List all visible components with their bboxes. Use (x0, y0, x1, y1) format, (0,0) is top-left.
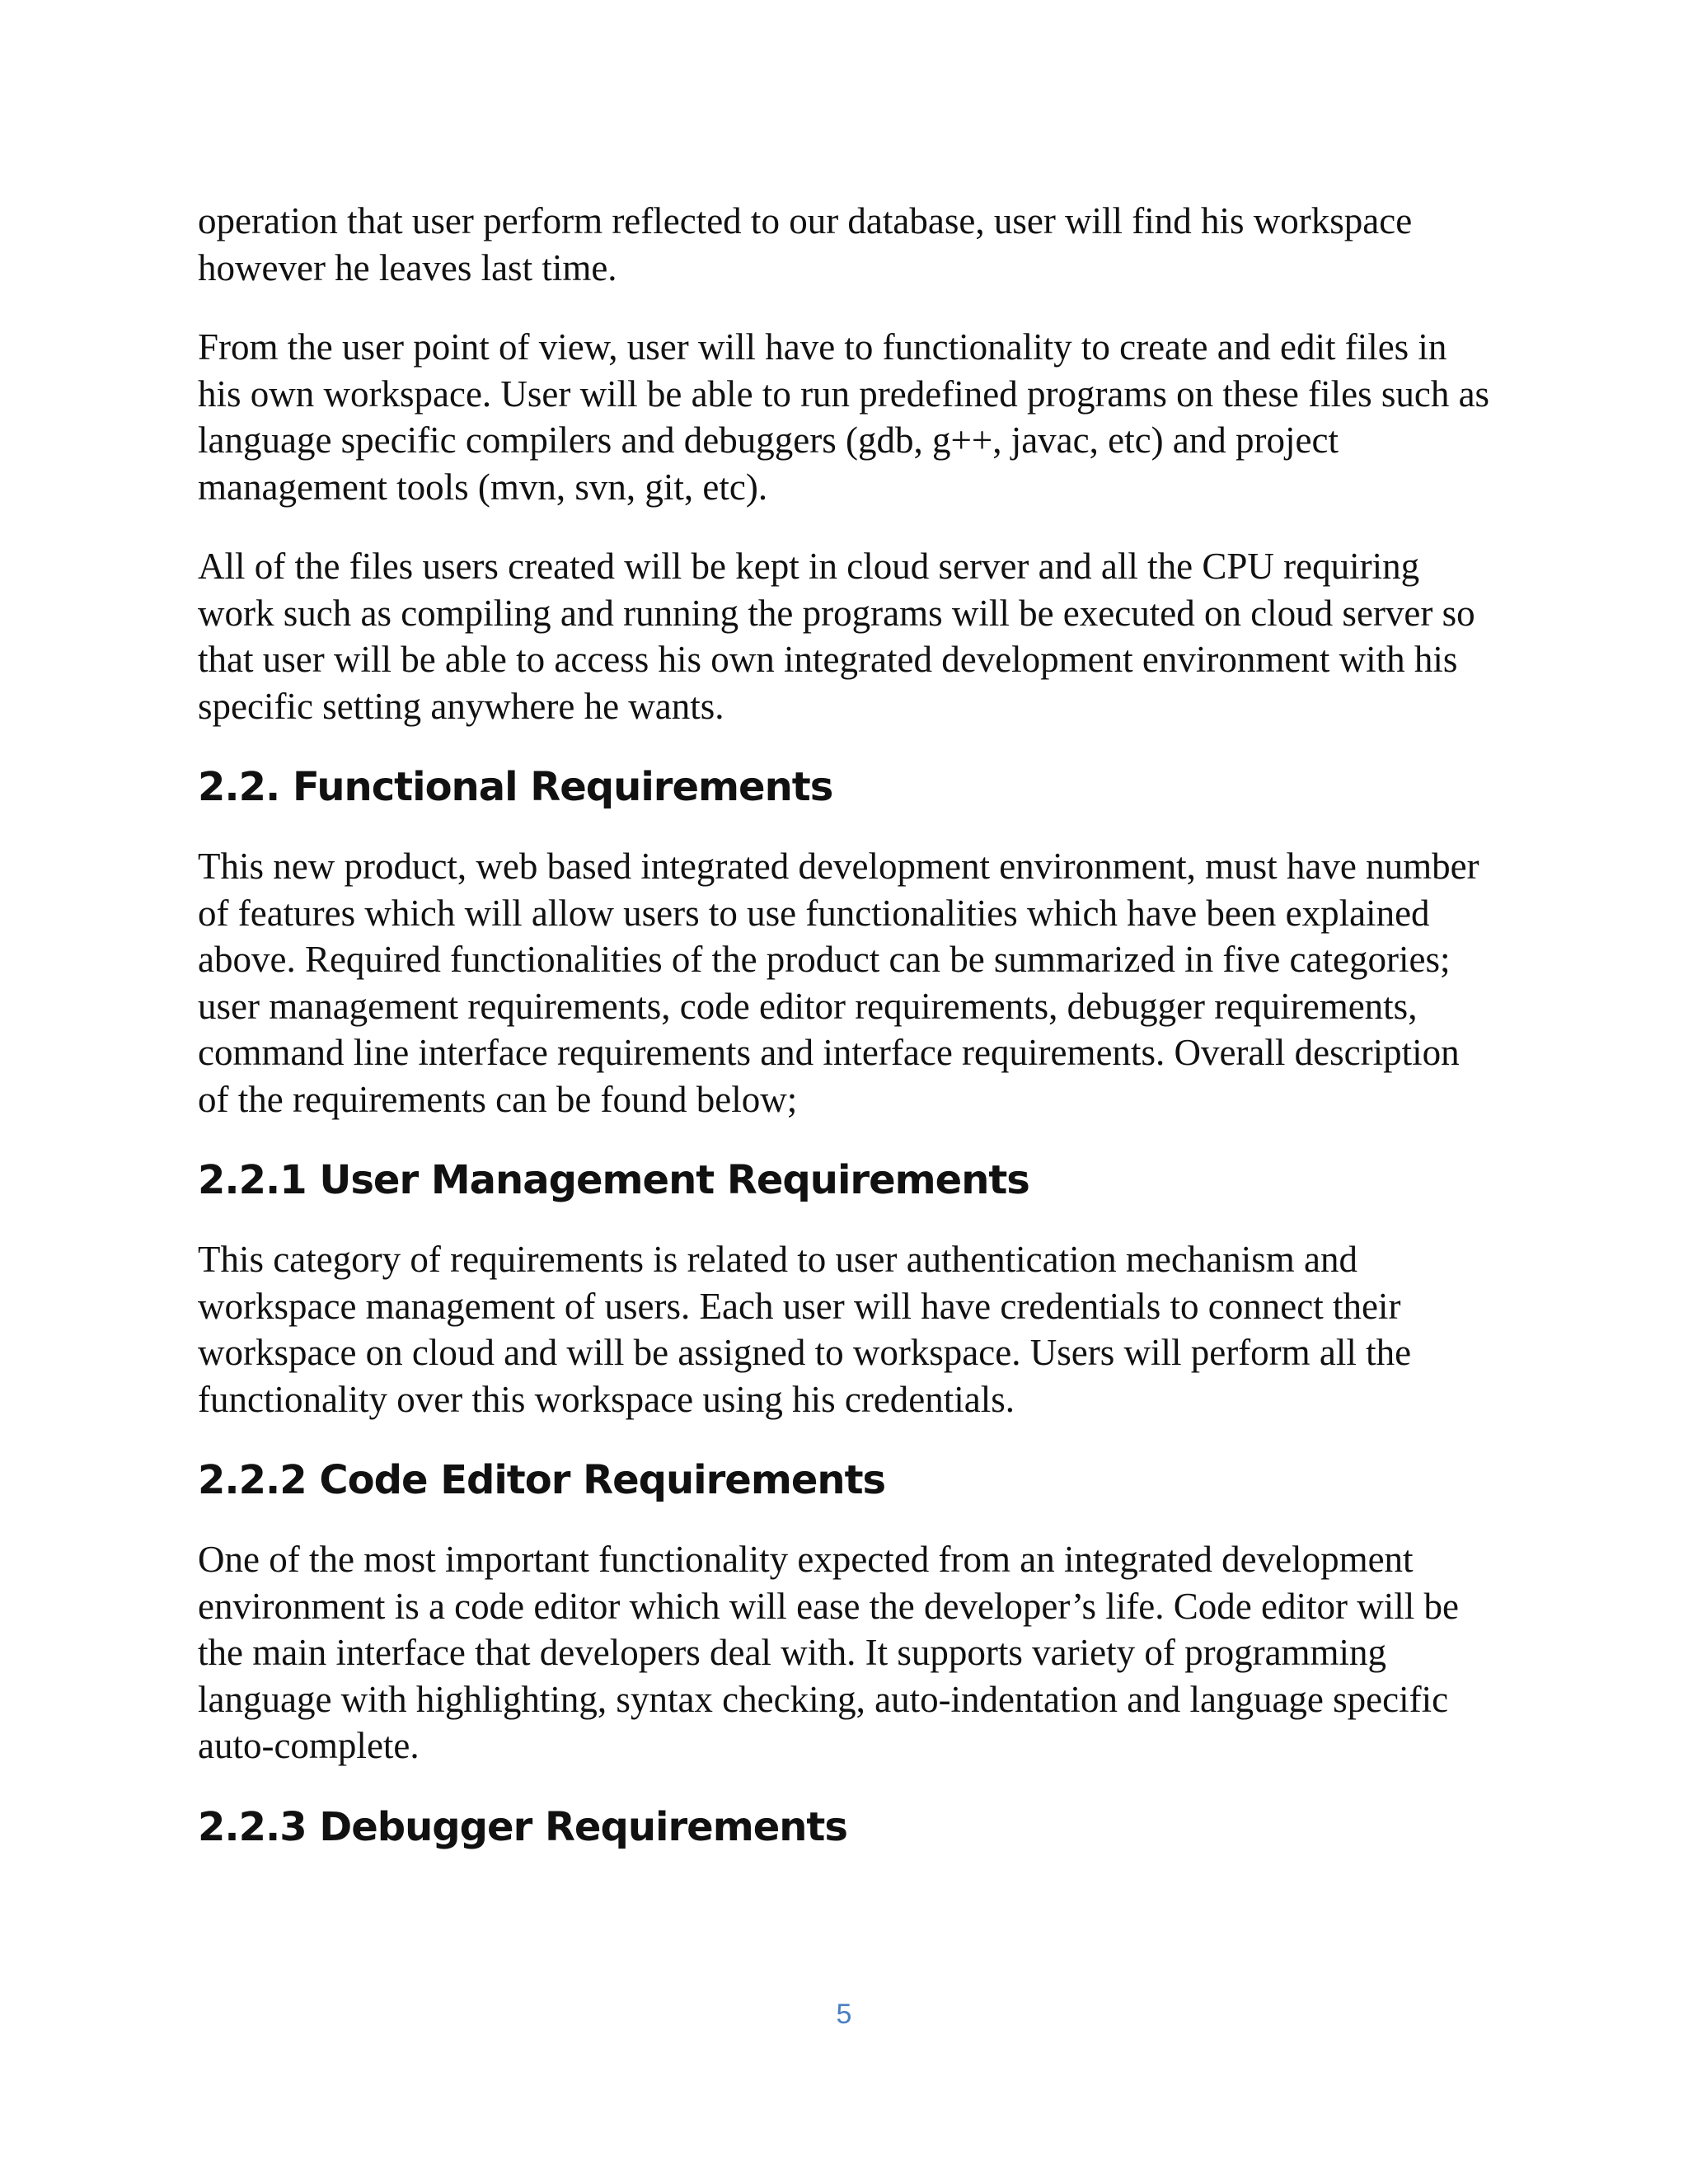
heading-debugger-requirements: 2.2.3 Debugger Requirements (198, 1803, 847, 1850)
paragraph-user-management: This category of requirements is related to user authentication mechanism and workspace management of users. Each user will have credentials to connect their workspace on cloud and will be assigned to workspace. Users will perform all the functionality over this workspace using his credentials. (198, 1239, 1412, 1420)
page-body (198, 198, 1492, 1883)
paragraph-user-point-of-view: From the user point of view, user will have to functionality to create and edit files in his own workspace. User will be able to run predefined programs on these files such as language specific compilers and debuggers (gdb, g++, javac, etc) and project management tools (mvn, svn, git, etc). (198, 326, 1490, 508)
heading-functional-requirements: 2.2. Functional Requirements (198, 764, 833, 810)
heading-user-management-requirements: 2.2.1 User Management Requirements (198, 1157, 1029, 1203)
page-number: 5 (836, 1999, 852, 2030)
paragraph-workspace-persistence: operation that user perform reflected to our database, user will find his workspace however he leaves last time. (198, 200, 1413, 288)
paragraph-functional-requirements: This new product, web based integrated development environment, must have number of features which will allow users to use functionalities which have been explained above. Required functionalities of the product can be summarized in five categories; user management requirements, code editor requirements, debugger requirements, command line interface requirements and interface requirements. Overall description of the requirements can be found below; (198, 846, 1479, 1120)
paragraph-code-editor: One of the most important functionality expected from an integrated development environment is a code editor which will ease the developer’s life. Code editor will be the main interface that developers deal with. It supports variety of programming language with highlighting, syntax checking, auto-indentation and language specific auto-complete. (198, 1539, 1459, 1766)
paragraph-cloud-server: All of the files users created will be kept in cloud server and all the CPU requiring work such as compiling and running the programs will be executed on cloud server so that user will be able to access his own integrated development environment with his specific setting anywhere he wants. (198, 546, 1475, 727)
heading-code-editor-requirements: 2.2.2 Code Editor Requirements (198, 1457, 886, 1503)
